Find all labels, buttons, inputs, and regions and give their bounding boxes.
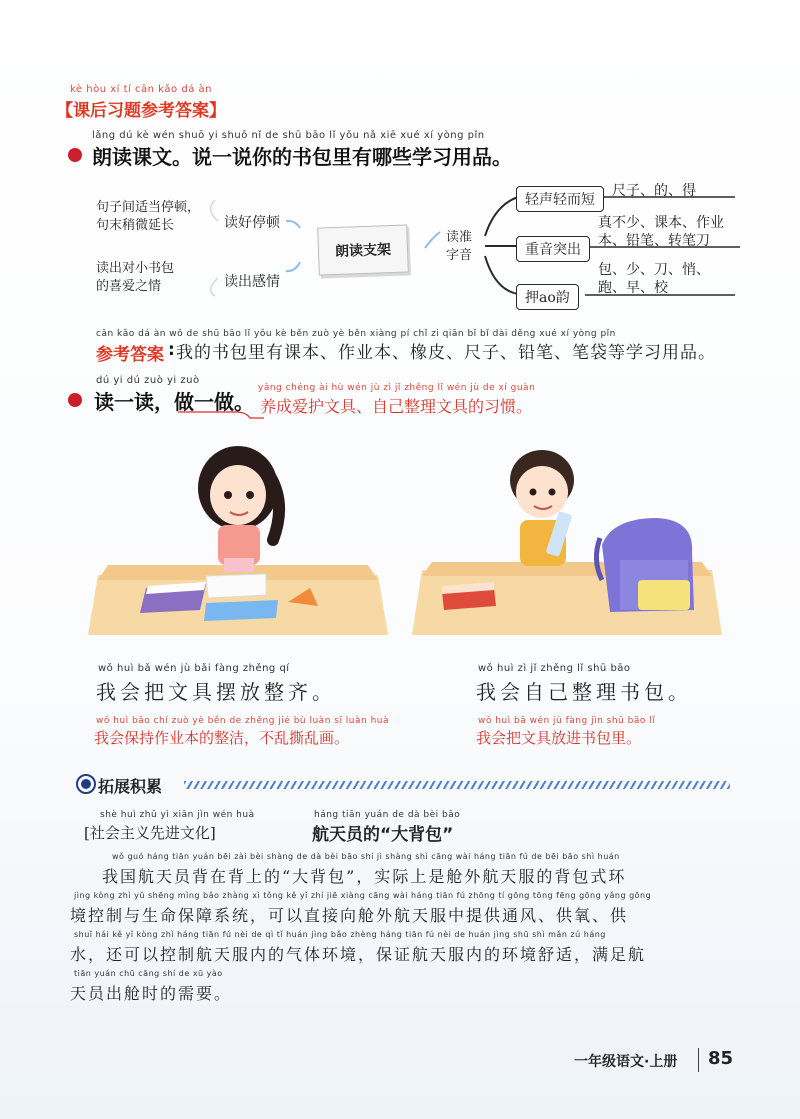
header-pinyin: kè hòu xí tí cān kǎo dá àn (70, 84, 212, 95)
branch2-detail-line2: 本、铅笔、转笔刀 (598, 233, 710, 249)
left-note1-line1: 句子间适当停顿， (96, 200, 201, 215)
right-root-line2: 字音 (446, 248, 473, 263)
q2-note-pinyin: yǎng chéng ài hù wén jù zì jǐ zhěng lǐ wén jù de xí guàn (258, 383, 536, 393)
p4-text: 天员出舱时的需要。 (70, 984, 233, 1003)
left-note2-line1: 读出对小书包 (96, 261, 175, 276)
scene-boy-backpack (412, 440, 722, 635)
section-divider (184, 781, 730, 789)
branch1-detail: 尺子、的、得 (612, 183, 696, 199)
p2-pinyin: jìng kòng zhì yǔ shēng mìng bǎo zhàng xì tǒng kě yǐ zhí jiē xiàng cāng wài háng tiān fú zhōng tí gōng tōng fēng gōng yǎng gōng (74, 891, 652, 900)
p2-text: 境控制与生命保障系统，可以直接向舱外航天服中提供通风、供氧、供 (70, 906, 629, 925)
footer-divider (698, 1048, 699, 1072)
page-number: 85 (708, 1048, 734, 1069)
right-note-pinyin: wǒ huì bǎ wén jù fàng jìn shū bāo lǐ (478, 716, 656, 726)
p4-pinyin: tiān yuán chū cāng shí de xū yào (74, 969, 223, 978)
header-title: 【课后习题参考答案】 (56, 101, 226, 121)
p1-text: 我国航天员背在背上的“大背包”，实际上是舱外航天服的背包式环 (102, 867, 627, 886)
left-note: 我会保持作业本的整洁，不乱撕乱画。 (94, 729, 350, 747)
left-item2: 读出感情 (224, 274, 280, 290)
p3-text: 水，还可以控制航天服内的气体环境，保证航天服内的环境舒适，满足航 (70, 945, 647, 964)
q2-note: 养成爱护文具、自己整理文具的习惯。 (260, 397, 533, 416)
branch3-detail-line1: 包、少、刀、悄、 (598, 262, 710, 278)
branch2-detail-line1: 真不少、课本、作业 (598, 215, 724, 231)
branch-neutral-tone: 轻声轻而短 (516, 186, 604, 212)
left-caption: 我会把文具摆放整齐。 (96, 680, 336, 704)
bullet-icon (68, 393, 82, 407)
scene-girl-desk (88, 440, 388, 635)
p1-pinyin: wǒ guó háng tiān yuán bēi zài bèi shàng de dà bèi bāo shí jì shàng shì cāng wài háng tiān fú de bēi bāo shì huán (112, 852, 620, 861)
answer1-label: 参考答案 (96, 345, 164, 365)
answer1-text: 我的书包里有课本、作业本、橡皮、尺子、铅笔、笔袋等学习用品。 (176, 343, 716, 363)
right-root-line1: 读准 (446, 230, 473, 245)
q1-pinyin: lǎng dú kè wén shuō yi shuō nǐ de shū bāo lǐ yǒu nǎ xiē xué xí yòng pǐn (92, 130, 485, 141)
category-tag: [社会主义先进文化] (84, 824, 216, 842)
left-note1-line2: 句末稍微延长 (96, 218, 175, 233)
q2-pinyin: dú yi dú zuò yi zuò (96, 375, 200, 386)
left-note2-line2: 的喜爱之情 (96, 279, 162, 294)
right-note: 我会把文具放进书包里。 (476, 729, 642, 747)
p3-pinyin: shuǐ hái kě yǐ kòng zhì háng tiān fú nèi de qì tǐ huán jìng bǎo zhèng háng tiān fú nèi de huán jìng shū shì mǎn zú háng (74, 930, 606, 939)
q2-text: 读一读，做一做。 (94, 390, 254, 414)
left-caption-pinyin: wǒ huì bǎ wén jù bǎi fàng zhěng qí (98, 663, 290, 674)
mindmap-center: 朗读支架 (317, 224, 409, 275)
branch3-detail-line2: 跑、早、校 (598, 280, 668, 296)
branch-rhyme: 押ao韵 (516, 284, 579, 310)
article-title: 航天员的“大背包” (312, 825, 454, 845)
textbook-page: kè hòu xí tí cān kǎo dá àn 【课后习题参考答案】 lǎng dú kè wén shuō yi shuō nǐ de shū bāo lǐ yǒu nǎ xiē xué xí yòng pǐn 朗读课文。说一说你的书包里有哪些学习用品。 句子间适当停顿， 句末稍微延长 读好停顿 读出对小书包 的喜爱之情 读出感情 朗读支架 读准 字音 轻声轻而短 尺子、的、得 重音突出 真不少、课本、作业 本、铅笔、转笔刀 押ao韵 包、少、刀、悄、 跑、早、校 cān kǎo dá àn wǒ de shū bāo lǐ yǒu kè běn zuò yè běn xiàng pí chǐ zi qiān bǐ bǐ dài děng xué xí yòng pǐn 参考答案 : 我的书包里有课本、作业本、橡皮、尺子、铅笔、笔袋等学习用品。 dú yi dú zuò yi zuò 读一读，做一做。 yǎng chéng ài hù wén jù zì jǐ zhěng lǐ wén jù de xí guàn 养成爱护文具、自己整理文具的习惯。 wǒ huì bǎ wén jù bǎi fàng zhěng qí 我会把文具摆放整齐。 wǒ huì bǎo chí zuò yè běn de zhěng jié bù luàn sī luàn huà 我会保持作业本的整洁，不乱撕乱画。 wǒ huì zì jǐ zhěng lǐ shū bāo 我会自己整理书包。 wǒ huì bǎ wén jù fàng jìn shū bāo lǐ 我会把文具放进书包里。 拓展积累 shè huì zhǔ yì xiān jìn wén huà [社会主义先进文化] háng tiān yuán de dà bèi bāo 航天员的“大背包” wǒ guó háng tiān yuán bēi zài bèi shàng de dà bèi bāo shí jì shàng shì cāng wài háng tiān fú de bēi bāo shì huán 我国航天员背在背上的“大背包”，实际上是舱外航天服的背包式环 jìng kòng zhì yǔ shēng mìng bǎo zhàng xì tǒng kě yǐ zhí jiē xiàng cāng wài háng tiān fú zhōng tí gōng tōng fēng gōng yǎng gōng 境控制与生命保障系统，可以直接向舱外航天服中提供通风、供氧、供 shuǐ hái kě yǐ kòng zhì háng tiān fú nèi de qì tǐ huán jìng bǎo zhèng háng tiān fú nèi de huán jìng shū shì mǎn zú háng 水，还可以控制航天服内的气体环境，保证航天服内的环境舒适，满足航 tiān yuán chū cāng shí de xū yào 天员出舱时的需要。 一年级语文·上册 85 (0, 0, 800, 1119)
extension-title: 拓展积累 (98, 777, 163, 796)
left-note-pinyin: wǒ huì bǎo chí zuò yè běn de zhěng jié bù luàn sī luàn huà (96, 716, 390, 726)
left-item1: 读好停顿 (224, 215, 280, 231)
branch-stress: 重音突出 (516, 236, 590, 262)
extension-icon (76, 774, 96, 794)
right-caption-pinyin: wǒ huì zì jǐ zhěng lǐ shū bāo (478, 663, 631, 674)
underline-arrow (176, 408, 266, 422)
right-caption: 我会自己整理书包。 (476, 680, 692, 704)
book-title: 一年级语文·上册 (574, 1054, 678, 1070)
tag-pinyin: shè huì zhǔ yì xiān jìn wén huà (100, 810, 255, 820)
answer1-pinyin: cān kǎo dá àn wǒ de shū bāo lǐ yǒu kè běn zuò yè běn xiàng pí chǐ zi qiān bǐ bǐ dài děng xué xí yòng pǐn (96, 329, 616, 339)
q1-text: 朗读课文。说一说你的书包里有哪些学习用品。 (92, 145, 512, 169)
article-title-pinyin: háng tiān yuán de dà bèi bāo (314, 810, 461, 820)
